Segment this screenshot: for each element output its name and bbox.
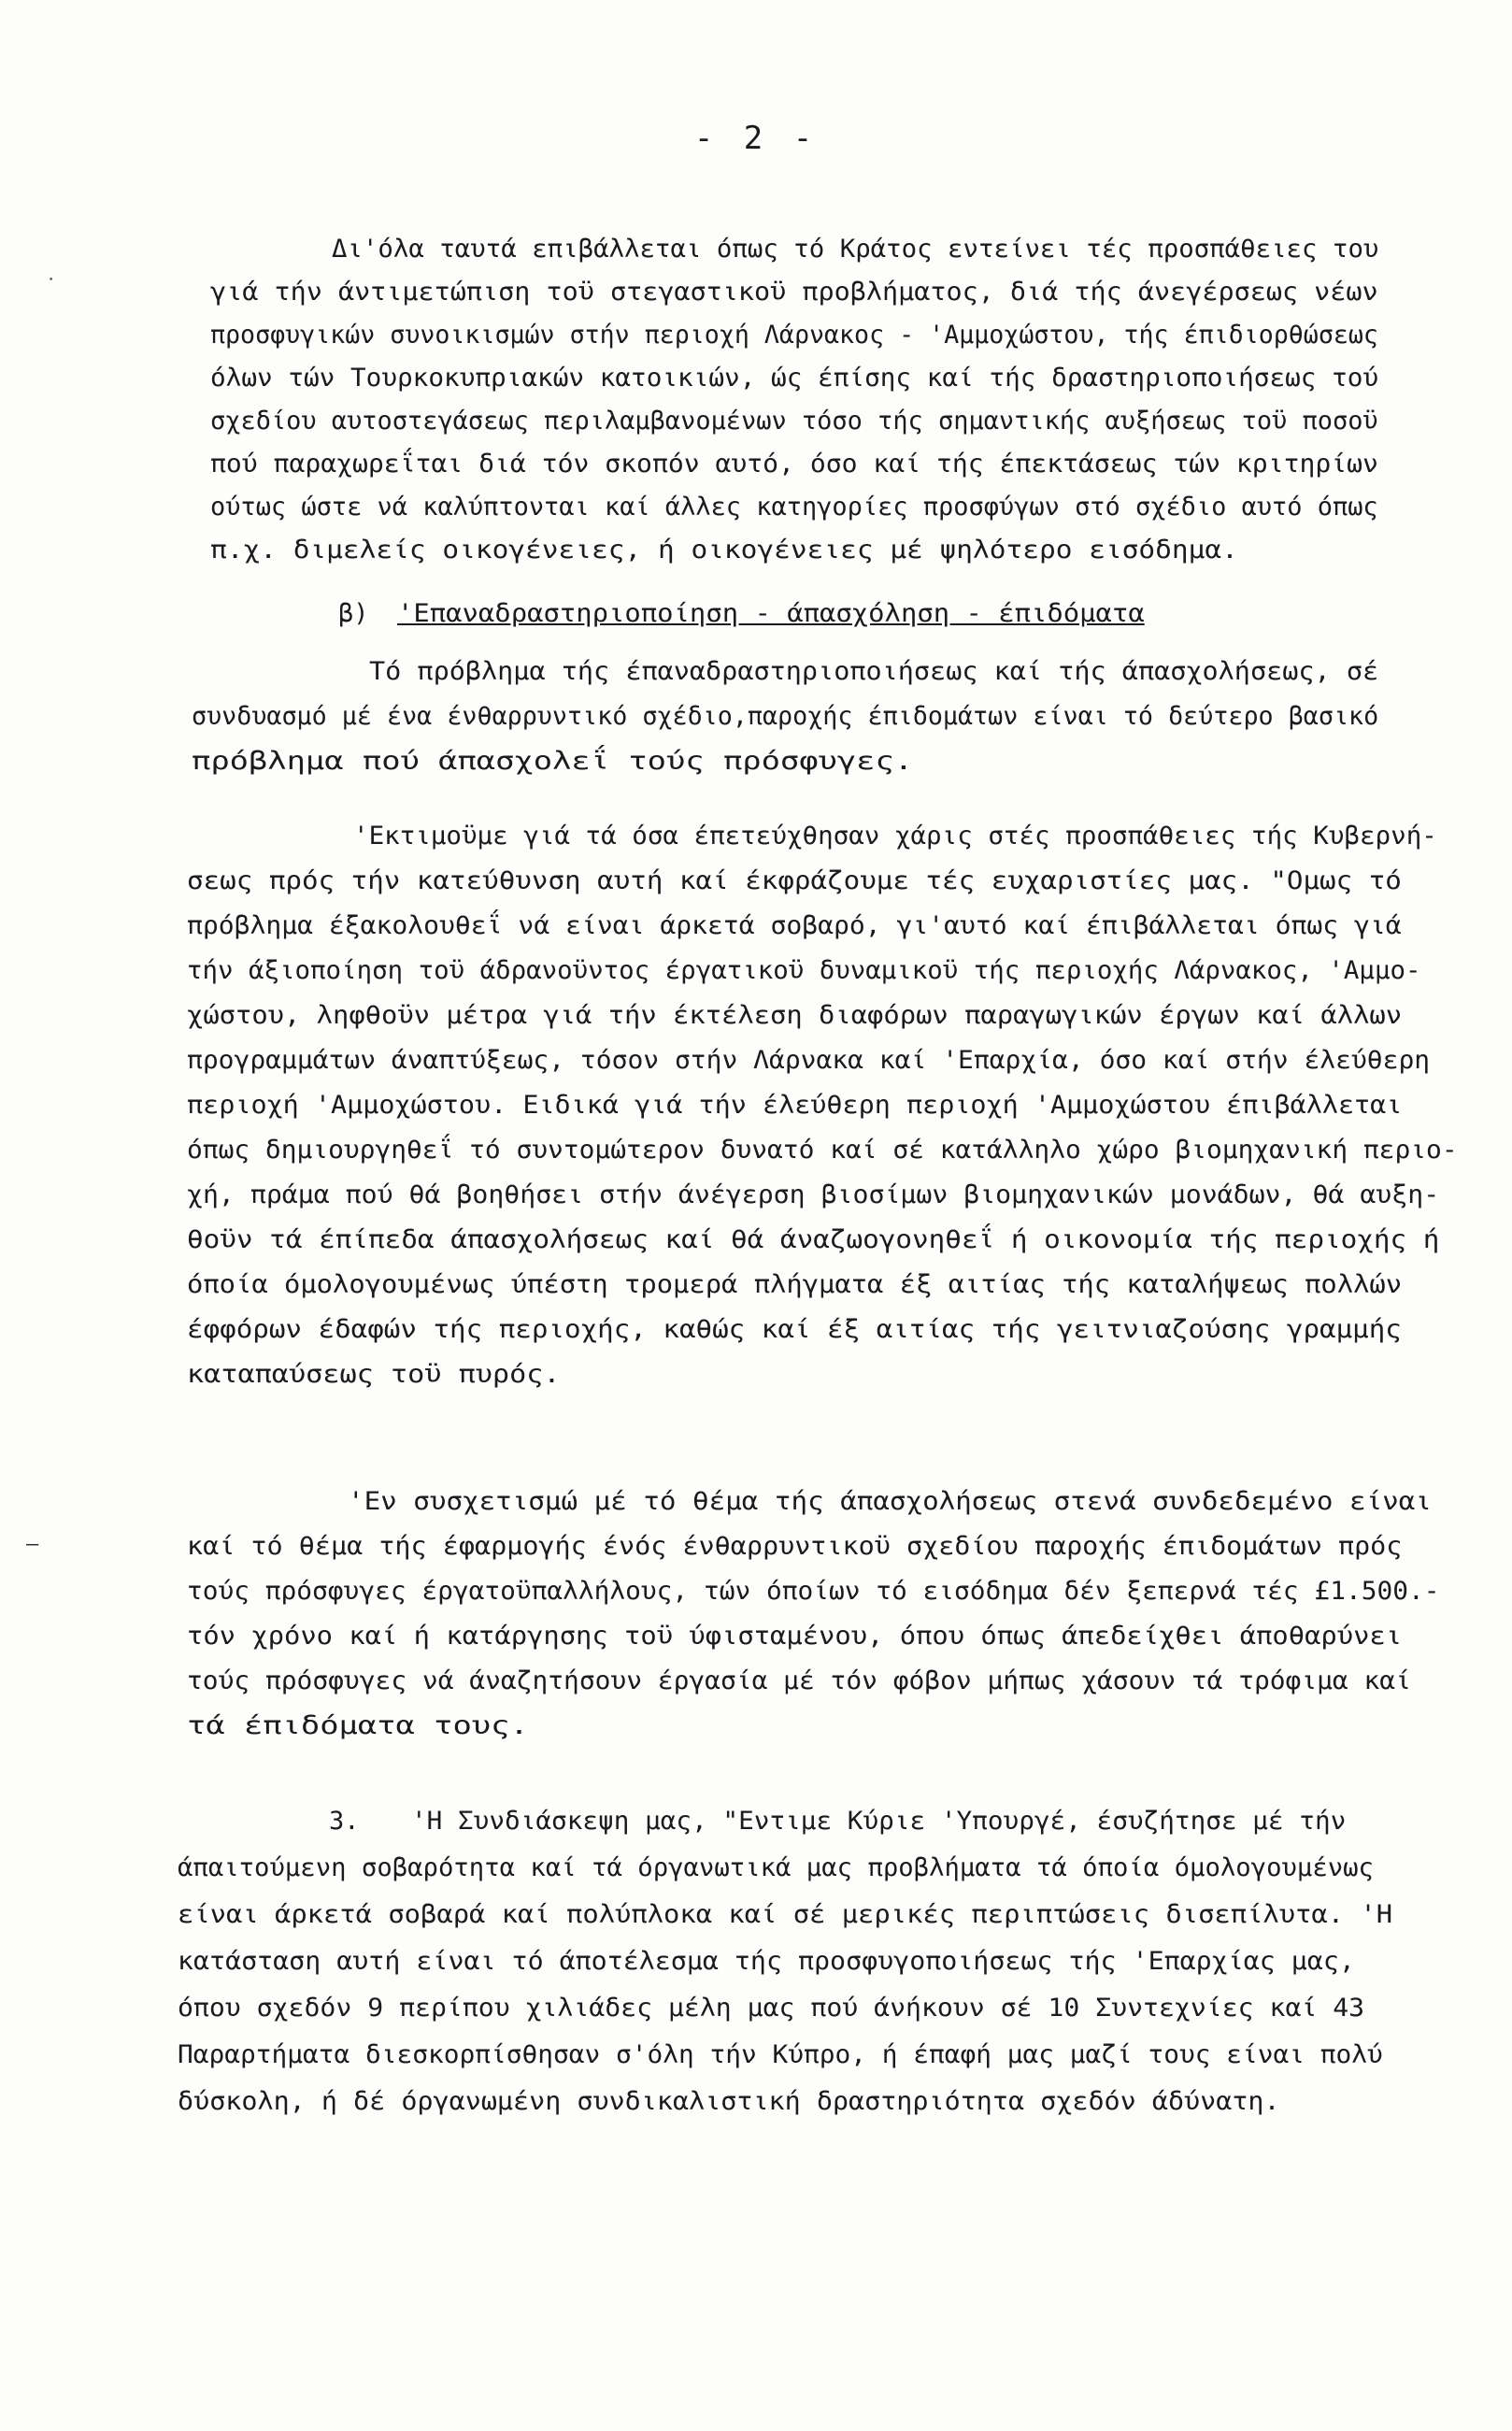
paragraph-3-line: θοϋν τά έπίπεδα άπασχολήσεως καί θά άναζωογονηθεΐ ή οικονομία τής περιοχής ή: [187, 1225, 1440, 1254]
paragraph-3-line: πρόβλημα έξακολουθεΐ νά είναι άρκετά σοβαρό, γι'αυτό καί έπιβάλλεται όπως γιά: [187, 911, 1402, 940]
paragraph-3-line: όποία όμολογουμένως ύπέστη τρομερά πλήγματα έξ αιτίας τής καταλήψεως πολλών: [187, 1270, 1403, 1299]
margin-mark: ˙: [45, 276, 58, 299]
section-3-line: είναι άρκετά σοβαρά καί πολύπλοκα καί σέ μερικές περιπτώσεις δισεπίλυτα. 'Η: [178, 1900, 1393, 1929]
section-3-marker: 3.: [329, 1807, 360, 1836]
paragraph-1-line: πού παραχωρεΐται διά τόν σκοπόν αυτό, όσο καί τής έπεκτάσεως τών κριτηρίων: [210, 450, 1378, 479]
paragraph-4-line: καί τό θέμα τής έφαρμογής ένός ένθαρρυντικοϋ σχεδίου παροχής έπιδομάτων πρός: [187, 1532, 1403, 1561]
section-b-marker: β): [338, 599, 369, 628]
section-3-line: άπαιτούμενη σοβαρότητα καί τά όργανωτικά μας προβλήματα τά όποία όμολογουμένως: [178, 1853, 1374, 1882]
section-b-line: Τό πρόβλημα τής έπαναδραστηριοποιήσεως καί τής άπασχολήσεως, σέ: [369, 657, 1379, 686]
paragraph-1-line: γιά τήν άντιμετώπιση τοϋ στεγαστικοϋ προβλήματος, διά τής άνεγέρσεως νέων: [210, 278, 1378, 307]
paragraph-3-line: τήν άξιοποίηση τοϋ άδρανοϋντος έργατικοϋ δυναμικοϋ τής περιοχής Λάρνακος, 'Αμμο-: [187, 956, 1421, 985]
paragraph-3-line: χώστου, ληφθοϋν μέτρα γιά τήν έκτέλεση διαφόρων παραγωγικών έργων καί άλλων: [187, 1001, 1403, 1030]
section-3-line: Παραρτήματα διεσκορπίσθησαν σ'όλη τήν Κύπρο, ή έπαφή μας μαζί τους είναι πολύ: [178, 2040, 1383, 2069]
paragraph-3-line: προγραμμάτων άναπτύξεως, τόσον στήν Λάρνακα καί 'Επαρχία, όσο καί στήν έλεύθερη: [187, 1046, 1431, 1075]
section-3-line: κατάσταση αυτή είναι τό άποτέλεσμα τής προσφυγοποιήσεως τής 'Επαρχίας μας,: [178, 1947, 1355, 1976]
paragraph-1-line: όλων τών Τουρκοκυπριακών κατοικιών, ώς έπίσης καί τής δραστηριοποιήσεως τού: [210, 364, 1379, 393]
paragraph-4-line: τόν χρόνο καί ή κατάργησης τοϋ ύφισταμένου, όπου όπως άπεδείχθει άποθαρύνει: [187, 1622, 1403, 1651]
margin-mark: —: [26, 1533, 39, 1556]
section-3-line: όπου σχεδόν 9 περίπου χιλιάδες μέλη μας πού άνήκουν σέ 10 Συντεχνίες καί 43: [178, 1994, 1365, 2023]
paragraph-4-line: τούς πρόσφυγες νά άναζητήσουν έργασία μέ τόν φόβον μήπως χάσουν τά τρόφιμα καί: [187, 1666, 1411, 1695]
paragraph-3-line: 'Εκτιμοϋμε γιά τά όσα έπετεύχθησαν χάρις στές προσπάθειες τής Κυβερνή-: [353, 822, 1437, 851]
paragraph-1-line: Δι'όλα ταυτά επιβάλλεται όπως τό Κράτος εντείνει τές προσπάθειες του: [332, 235, 1379, 264]
section-3-line: δύσκολη, ή δέ όργανωμένη συνδικαλιστική δραστηριότητα σχεδόν άδύνατη.: [178, 2087, 1280, 2116]
section-3-line: 'Η Συνδιάσκεψη μας, "Εντιμε Κύριε 'Υπουργέ, έσυζήτησε μέ τήν: [411, 1807, 1347, 1836]
paragraph-4-line: τούς πρόσφυγες έργατοϋπαλλήλους, τών όποίων τό εισόδημα δέν ξεπερνά τές £1.500.-: [187, 1577, 1440, 1606]
paragraph-3-line: καταπαύσεως τοϋ πυρός.: [187, 1360, 561, 1389]
paragraph-3-line: όπως δημιουργηθεΐ τό συντομώτερον δυνατό καί σέ κατάλληλο χώρο βιομηχανική περιο-: [187, 1136, 1458, 1165]
paragraph-1-line: π.χ. διμελείς οικογένειες, ή οικογένειες μέ ψηλότερο εισόδημα.: [210, 536, 1238, 565]
paragraph-1-line: ούτως ώστε νά καλύπτονται καί άλλες κατηγορίες προσφύγων στό σχέδιο αυτό όπως: [210, 493, 1378, 522]
paragraph-3-line: έφφόρων έδαφών τής περιοχής, καθώς καί έξ αιτίας τής γειτνιαζούσης γραμμής: [187, 1315, 1402, 1344]
paragraph-3-line: περιοχή 'Αμμοχώστου. Ειδικά γιά τήν έλεύθερη περιοχή 'Αμμοχώστου έπιβάλλεται: [187, 1091, 1403, 1120]
paragraph-4-line: τά έπιδόματα τους.: [187, 1711, 529, 1740]
page-number: - 2 -: [693, 120, 819, 157]
paragraph-1-line: προσφυγικών συνοικισμών στήν περιοχή Λάρνακος - 'Αμμοχώστου, τής έπιδιορθώσεως: [210, 321, 1378, 350]
paragraph-3-line: χή, πράμα πού θά βοηθήσει στήν άνέγερση βιοσίμων βιομηχανικών μονάδων, θά αυξη-: [187, 1180, 1440, 1209]
paragraph-4-line: 'Εν συσχετισμώ μέ τό θέμα τής άπασχολήσεως στενά συνδεδεμένο είναι: [348, 1487, 1432, 1516]
paragraph-3-line: σεως πρός τήν κατεύθυνση αυτή καί έκφράζουμε τές ευχαριστίες μας. "Ομως τό: [187, 866, 1402, 895]
section-b-line: συνδυασμό μέ ένα ένθαρρυντικό σχέδιο,παροχής έπιδομάτων είναι τό δεύτερο βασικό: [192, 702, 1379, 731]
paragraph-1-line: σχεδίου αυτοστεγάσεως περιλαμβανομένων τόσο τής σημαντικής αυξήσεως τοϋ ποσοϋ: [210, 407, 1378, 436]
section-b-line: πρόβλημα πού άπασχολεΐ τούς πρόσφυγες.: [192, 747, 914, 776]
section-b-heading: 'Επαναδραστηριοποίηση - άπασχόληση - έπιδόματα: [397, 599, 1145, 628]
